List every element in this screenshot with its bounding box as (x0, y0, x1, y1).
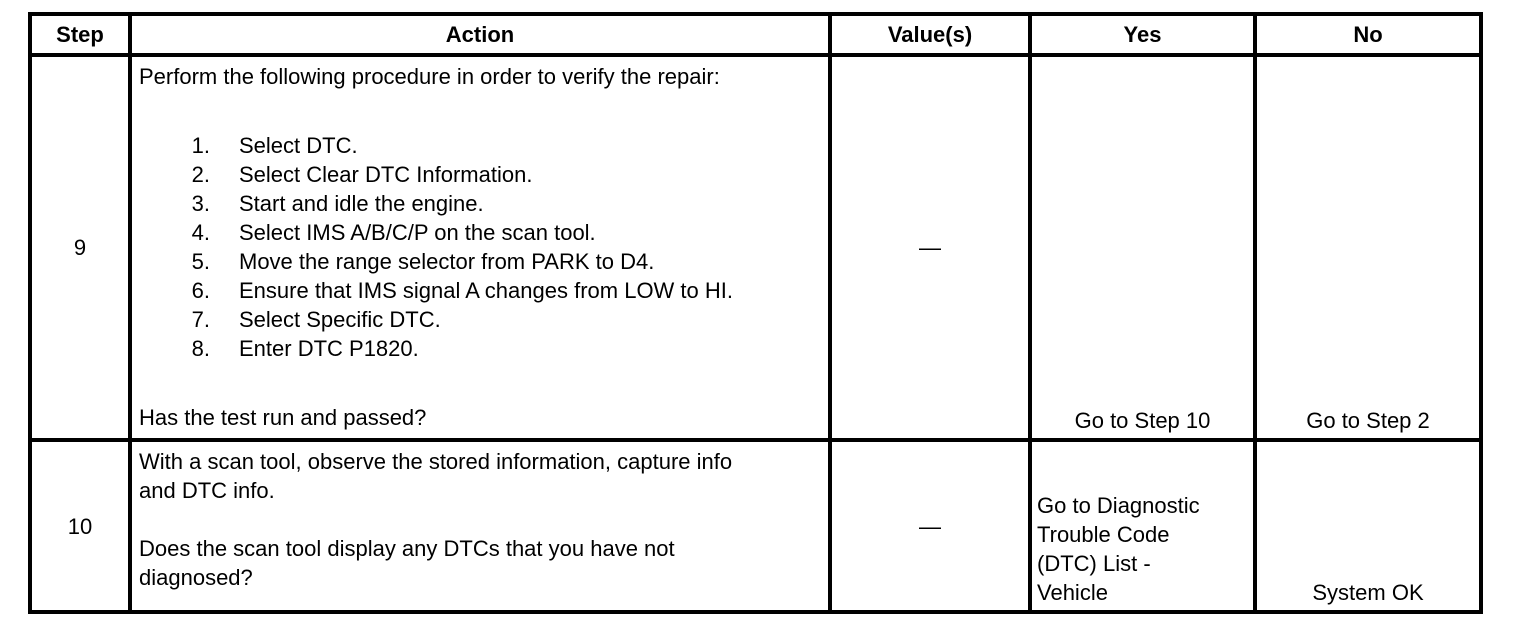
action-cell (130, 55, 830, 440)
values-cell: — (830, 55, 1030, 440)
procedure-step: 1. Select DTC. (191, 133, 358, 158)
yes-line: Vehicle (1037, 580, 1108, 605)
procedure-list (139, 131, 822, 363)
no-cell: Go to Step 2 (1255, 55, 1481, 440)
action-cell (130, 440, 830, 612)
action-intro-line: With a scan tool, observe the stored information, capture info (139, 449, 733, 474)
table-row-step-9 (30, 55, 1481, 440)
procedure-step: 4. Select IMS A/B/C/P on the scan tool. (191, 220, 596, 245)
step-number: 9 (30, 55, 130, 440)
header-row (30, 14, 1481, 55)
yes-line: Go to Diagnostic (1037, 493, 1200, 518)
procedure-step: 8. Enter DTC P1820. (191, 336, 419, 361)
step-number: 10 (30, 440, 130, 612)
header-step: Step (30, 14, 130, 55)
values-cell: — (830, 440, 1030, 612)
procedure-step: 2. Select Clear DTC Information. (191, 162, 533, 187)
header-action: Action (130, 14, 830, 55)
yes-line: (DTC) List - (1037, 551, 1151, 576)
yes-cell (1030, 440, 1255, 612)
procedure-step: 3. Start and idle the engine. (191, 191, 484, 216)
header-no: No (1255, 14, 1481, 55)
header-values: Value(s) (830, 14, 1030, 55)
procedure-step: 5. Move the range selector from PARK to D4. (191, 249, 655, 274)
procedure-step: 6. Ensure that IMS signal A changes from LOW to HI. (191, 278, 734, 303)
action-intro-line: and DTC info. (139, 478, 275, 503)
header-yes: Yes (1030, 14, 1255, 55)
table-row-step-10 (30, 440, 1481, 612)
yes-cell: Go to Step 10 (1030, 55, 1255, 440)
diagnostic-table (28, 12, 1483, 614)
no-cell: System OK (1255, 440, 1481, 612)
procedure-step: 7. Select Specific DTC. (191, 307, 441, 332)
action-question-line: Does the scan tool display any DTCs that you have not (139, 536, 675, 561)
action-question: Has the test run and passed? (139, 405, 427, 430)
action-question-line: diagnosed? (139, 565, 253, 590)
action-intro: Perform the following procedure in order to verify the repair: (139, 64, 720, 89)
yes-line: Trouble Code (1037, 522, 1170, 547)
